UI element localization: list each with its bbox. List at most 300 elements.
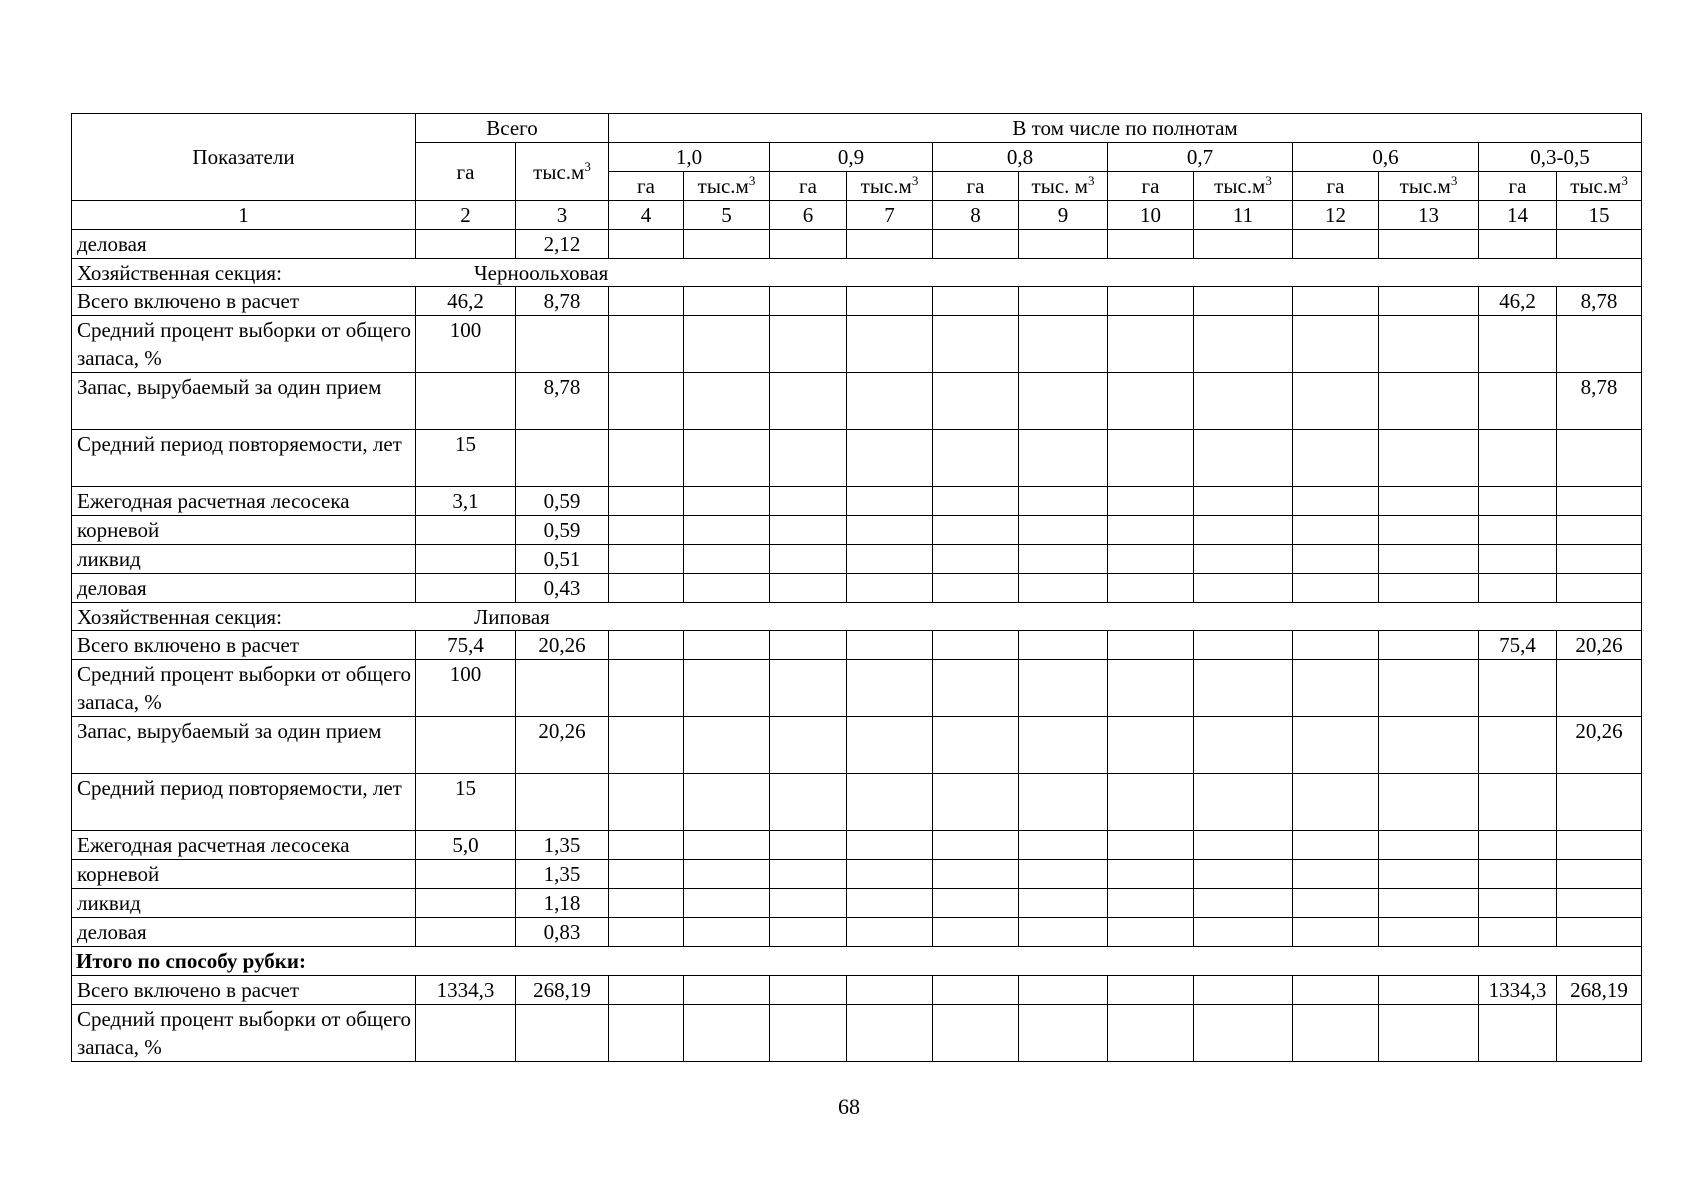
table-cell [1019, 230, 1108, 259]
header-density-2: 0,9 [770, 143, 933, 172]
table-cell [1379, 430, 1479, 487]
table-cell [1108, 631, 1194, 660]
table-cell [684, 430, 770, 487]
table-cell [847, 316, 933, 373]
table-cell [1019, 631, 1108, 660]
table-cell [516, 660, 609, 717]
table-cell [1379, 574, 1479, 603]
table-cell [770, 487, 847, 516]
table-cell [1479, 230, 1557, 259]
table-cell [1379, 316, 1479, 373]
column-number: 2 [416, 201, 516, 230]
table-cell [770, 889, 847, 918]
table-cell [1194, 918, 1293, 947]
table-cell [1379, 287, 1479, 316]
table-cell [1019, 976, 1108, 1005]
header-total-m3: $тыс.м^3$ [516, 143, 609, 201]
table-cell: 100 [416, 660, 516, 717]
table-cell [1379, 774, 1479, 831]
table-cell [1293, 831, 1379, 860]
table-cell [1194, 230, 1293, 259]
header-unit-m3: $тыс.м^3$ [1379, 172, 1479, 201]
table-cell: 0,83 [516, 918, 609, 947]
table-cell [1479, 487, 1557, 516]
table-cell [1379, 831, 1479, 860]
table-cell [847, 287, 933, 316]
table-cell [1194, 660, 1293, 717]
table-cell [684, 889, 770, 918]
table-cell [416, 230, 516, 259]
table-cell [1479, 717, 1557, 774]
table-cell [1019, 487, 1108, 516]
table-cell [609, 660, 684, 717]
table-cell [1293, 774, 1379, 831]
table-cell [1479, 373, 1557, 430]
table-cell [1293, 316, 1379, 373]
table-cell [1293, 889, 1379, 918]
table-cell [933, 889, 1019, 918]
table-row [72, 430, 1642, 487]
table-cell [933, 373, 1019, 430]
table-row [72, 889, 1642, 918]
table-cell [770, 430, 847, 487]
table-cell [1108, 831, 1194, 860]
table-cell [1194, 287, 1293, 316]
allowable-cut-table [71, 113, 1642, 1062]
table-cell [847, 230, 933, 259]
table-cell [416, 1005, 516, 1062]
column-number-row [72, 201, 1642, 230]
table-cell [1108, 487, 1194, 516]
table-cell [684, 516, 770, 545]
table-cell [1379, 860, 1479, 889]
table-cell [1293, 1005, 1379, 1062]
table-cell [933, 287, 1019, 316]
table-cell [1379, 516, 1479, 545]
table-cell [770, 230, 847, 259]
row-label: деловая [72, 918, 416, 947]
header-unit-ha: га [1108, 172, 1194, 201]
table-cell [933, 230, 1019, 259]
section-header-row [72, 603, 1642, 631]
table-cell: 0,59 [516, 516, 609, 545]
table-cell [1108, 373, 1194, 430]
row-label: ликвид [72, 889, 416, 918]
table-cell [684, 287, 770, 316]
table-cell [933, 316, 1019, 373]
table-cell [1019, 574, 1108, 603]
table-cell [770, 717, 847, 774]
table-cell: 20,26 [516, 717, 609, 774]
table-cell [684, 545, 770, 574]
table-cell [1194, 717, 1293, 774]
table-cell [684, 660, 770, 717]
table-cell [1019, 516, 1108, 545]
table-cell [1194, 889, 1293, 918]
table-cell [1479, 831, 1557, 860]
table-cell [1194, 860, 1293, 889]
table-cell [609, 430, 684, 487]
table-cell [1479, 516, 1557, 545]
table-cell [933, 516, 1019, 545]
row-label: корневой [72, 860, 416, 889]
table-cell [684, 230, 770, 259]
table-cell [1293, 487, 1379, 516]
table-cell [1108, 574, 1194, 603]
table-cell [1479, 774, 1557, 831]
table-cell: 20,26 [1557, 717, 1642, 774]
row-label: Всего включено в расчет [72, 631, 416, 660]
table-cell [1557, 860, 1642, 889]
table-cell [609, 516, 684, 545]
header-unit-m3: тыс. $м^3$ [1019, 172, 1108, 201]
header-unit-m3: $тыс.м^3$ [847, 172, 933, 201]
table-cell [1194, 545, 1293, 574]
table-row [72, 373, 1642, 430]
table-cell [933, 860, 1019, 889]
section-name: Липовая [474, 605, 550, 629]
table-cell [416, 516, 516, 545]
table-cell [1293, 373, 1379, 430]
table-cell [1108, 660, 1194, 717]
table-cell [1019, 860, 1108, 889]
row-label: деловая [72, 230, 416, 259]
table-cell [847, 774, 933, 831]
table-cell [1194, 1005, 1293, 1062]
section-name: Черноольховая [474, 261, 609, 285]
table-cell: 0,59 [516, 487, 609, 516]
column-number: 5 [684, 201, 770, 230]
table-cell [684, 631, 770, 660]
table-cell [1194, 430, 1293, 487]
page-number: 68 [838, 1094, 860, 1119]
table-cell [847, 660, 933, 717]
header-row-1 [72, 114, 1642, 143]
table-cell [1557, 316, 1642, 373]
table-cell [1293, 660, 1379, 717]
header-unit-m3: $тыс.м^3$ [1557, 172, 1642, 201]
table-cell [933, 545, 1019, 574]
table-cell [770, 373, 847, 430]
table-cell [847, 717, 933, 774]
row-label: Ежегодная расчетная лесосека [72, 831, 416, 860]
column-number: 4 [609, 201, 684, 230]
table-cell [1019, 831, 1108, 860]
table-cell [1108, 889, 1194, 918]
header-unit-ha: га [770, 172, 847, 201]
table-cell [1479, 316, 1557, 373]
row-label: Всего включено в расчет [72, 976, 416, 1005]
row-label: Средний процент выборки от общего запаса, % [72, 1005, 416, 1062]
column-number: 15 [1557, 201, 1642, 230]
column-number: 7 [847, 201, 933, 230]
table-cell: 1334,3 [416, 976, 516, 1005]
table-cell [684, 918, 770, 947]
table-cell [1019, 774, 1108, 831]
table-cell [770, 660, 847, 717]
table-cell [847, 831, 933, 860]
table-cell [1194, 831, 1293, 860]
table-cell [1108, 316, 1194, 373]
table-cell [416, 545, 516, 574]
table-cell [1108, 1005, 1194, 1062]
table-cell [933, 918, 1019, 947]
table-cell [1019, 373, 1108, 430]
table-cell [1557, 430, 1642, 487]
method-total-row [72, 947, 1642, 976]
table-cell [416, 918, 516, 947]
table-cell: 8,78 [516, 373, 609, 430]
table-cell [609, 860, 684, 889]
table-cell [1379, 918, 1479, 947]
table-cell [1293, 860, 1379, 889]
table-cell [847, 487, 933, 516]
table-cell [609, 287, 684, 316]
column-number: 13 [1379, 201, 1479, 230]
row-label: Всего включено в расчет [72, 287, 416, 316]
table-cell [1479, 574, 1557, 603]
table-cell [1194, 631, 1293, 660]
table-cell [1379, 1005, 1479, 1062]
table-cell [684, 1005, 770, 1062]
table-cell [847, 889, 933, 918]
table-cell [1194, 487, 1293, 516]
table-cell: 20,26 [516, 631, 609, 660]
table-cell [609, 918, 684, 947]
header-unit-ha: га [1479, 172, 1557, 201]
table-cell [1194, 774, 1293, 831]
table-cell: 268,19 [516, 976, 609, 1005]
section-header-row [72, 259, 1642, 287]
header-total: Всего [416, 114, 609, 143]
table-cell [609, 316, 684, 373]
table-cell [933, 976, 1019, 1005]
table-cell [1019, 1005, 1108, 1062]
table-cell: 75,4 [416, 631, 516, 660]
table-cell [1194, 373, 1293, 430]
table-cell [609, 1005, 684, 1062]
table-cell [770, 774, 847, 831]
row-label: ликвид [72, 545, 416, 574]
table-cell [609, 545, 684, 574]
table-row [72, 918, 1642, 947]
row-label: корневой [72, 516, 416, 545]
table-cell [1293, 976, 1379, 1005]
column-number: 11 [1194, 201, 1293, 230]
table-cell [1108, 545, 1194, 574]
table-cell [609, 831, 684, 860]
table-cell [416, 860, 516, 889]
table-cell: 5,0 [416, 831, 516, 860]
table-cell [1293, 516, 1379, 545]
row-label: Запас, вырубаемый за один прием [72, 373, 416, 430]
table-cell [684, 487, 770, 516]
table-cell: 15 [416, 774, 516, 831]
table-cell [1557, 660, 1642, 717]
table-cell [933, 831, 1019, 860]
table-row [72, 774, 1642, 831]
table-cell [847, 976, 933, 1005]
table-row [72, 574, 1642, 603]
table-cell [770, 860, 847, 889]
table-row [72, 860, 1642, 889]
table-cell [933, 1005, 1019, 1062]
table-cell [1019, 918, 1108, 947]
table-cell [1379, 487, 1479, 516]
table-cell [1019, 316, 1108, 373]
table-cell [416, 373, 516, 430]
table-cell: 46,2 [416, 287, 516, 316]
table-cell [1557, 918, 1642, 947]
table-cell [1557, 487, 1642, 516]
table-cell [847, 430, 933, 487]
table-cell [684, 860, 770, 889]
table-cell [1293, 430, 1379, 487]
table-cell [770, 287, 847, 316]
table-cell [684, 316, 770, 373]
table-cell: 0,43 [516, 574, 609, 603]
section-label: Хозяйственная секция: [77, 261, 282, 285]
table-cell [1108, 976, 1194, 1005]
table-cell: 1334,3 [1479, 976, 1557, 1005]
table-cell [847, 574, 933, 603]
table-cell [1108, 860, 1194, 889]
table-cell [770, 574, 847, 603]
header-total-ha: га [416, 143, 516, 201]
table-cell [847, 631, 933, 660]
table-cell [770, 1005, 847, 1062]
table-cell [847, 545, 933, 574]
section-label: Хозяйственная секция: [77, 605, 282, 629]
table-cell [416, 889, 516, 918]
table-cell [1019, 889, 1108, 918]
table-cell [1019, 660, 1108, 717]
table-cell [609, 889, 684, 918]
header-density-3: 0,8 [933, 143, 1108, 172]
table-row [72, 631, 1642, 660]
table-cell [1479, 918, 1557, 947]
table-cell [770, 316, 847, 373]
table-cell [770, 516, 847, 545]
table-cell [847, 1005, 933, 1062]
table-cell [933, 774, 1019, 831]
table-cell [1557, 516, 1642, 545]
table-cell [1293, 918, 1379, 947]
table-cell [416, 574, 516, 603]
table-cell [933, 631, 1019, 660]
column-number: 6 [770, 201, 847, 230]
section-header-cell [72, 259, 1642, 287]
table-cell: 20,26 [1557, 631, 1642, 660]
table-cell: 268,19 [1557, 976, 1642, 1005]
table-row [72, 316, 1642, 373]
table-cell [1557, 831, 1642, 860]
table-cell [1379, 545, 1479, 574]
row-label: Средний процент выборки от общего запаса, % [72, 316, 416, 373]
header-density-4: 0,7 [1108, 143, 1293, 172]
method-total-label: Итого по способу рубки: [72, 947, 1642, 976]
table-cell [684, 831, 770, 860]
table-cell [684, 976, 770, 1005]
table-row [72, 660, 1642, 717]
header-density-1: 1,0 [609, 143, 770, 172]
table-cell [1379, 631, 1479, 660]
column-number: 12 [1293, 201, 1379, 230]
table-row [72, 545, 1642, 574]
header-unit-m3: $тыс.м^3$ [684, 172, 770, 201]
table-cell [609, 373, 684, 430]
table-cell: 1,18 [516, 889, 609, 918]
table-cell [933, 430, 1019, 487]
table-cell [770, 545, 847, 574]
table-cell [1194, 316, 1293, 373]
table-cell [1479, 660, 1557, 717]
table-row [72, 230, 1642, 259]
table-cell: 0,51 [516, 545, 609, 574]
column-number: 10 [1108, 201, 1194, 230]
table-cell [416, 717, 516, 774]
table-cell [770, 918, 847, 947]
table-row [72, 516, 1642, 545]
table-cell [1293, 631, 1379, 660]
table-cell [1479, 545, 1557, 574]
table-cell [1557, 230, 1642, 259]
table-cell [1293, 287, 1379, 316]
table-cell: 1,35 [516, 831, 609, 860]
table-cell [1479, 860, 1557, 889]
table-cell: 15 [416, 430, 516, 487]
table-cell [516, 430, 609, 487]
table-cell [933, 660, 1019, 717]
table-cell [684, 774, 770, 831]
table-row [72, 1005, 1642, 1062]
table-cell: 46,2 [1479, 287, 1557, 316]
table-cell [1293, 230, 1379, 259]
table-cell [1108, 918, 1194, 947]
table-cell [1019, 717, 1108, 774]
table-cell [1557, 889, 1642, 918]
table-cell [1479, 430, 1557, 487]
header-density-6: 0,3-0,5 [1479, 143, 1642, 172]
table-body [72, 230, 1642, 1062]
table-cell [609, 230, 684, 259]
table-cell: 8,78 [516, 287, 609, 316]
header-by-density: В том числе по полнотам [609, 114, 1642, 143]
table-cell [770, 831, 847, 860]
table-cell [1194, 516, 1293, 545]
header-density-5: 0,6 [1293, 143, 1479, 172]
table-cell [847, 860, 933, 889]
table-cell [1557, 574, 1642, 603]
table-cell [1194, 574, 1293, 603]
column-number: 9 [1019, 201, 1108, 230]
row-label: деловая [72, 574, 416, 603]
table-cell [1379, 717, 1479, 774]
row-label: Ежегодная расчетная лесосека [72, 487, 416, 516]
table-cell [609, 717, 684, 774]
header-unit-ha: га [933, 172, 1019, 201]
row-label: Средний период повторяемости, лет [72, 774, 416, 831]
row-label: Средний процент выборки от общего запаса, % [72, 660, 416, 717]
table-cell [1379, 230, 1479, 259]
table-cell [1108, 430, 1194, 487]
table-cell [1379, 373, 1479, 430]
table-cell [1479, 1005, 1557, 1062]
table-cell [1194, 976, 1293, 1005]
column-number: 14 [1479, 201, 1557, 230]
table-cell [516, 774, 609, 831]
section-header-cell [72, 603, 1642, 631]
